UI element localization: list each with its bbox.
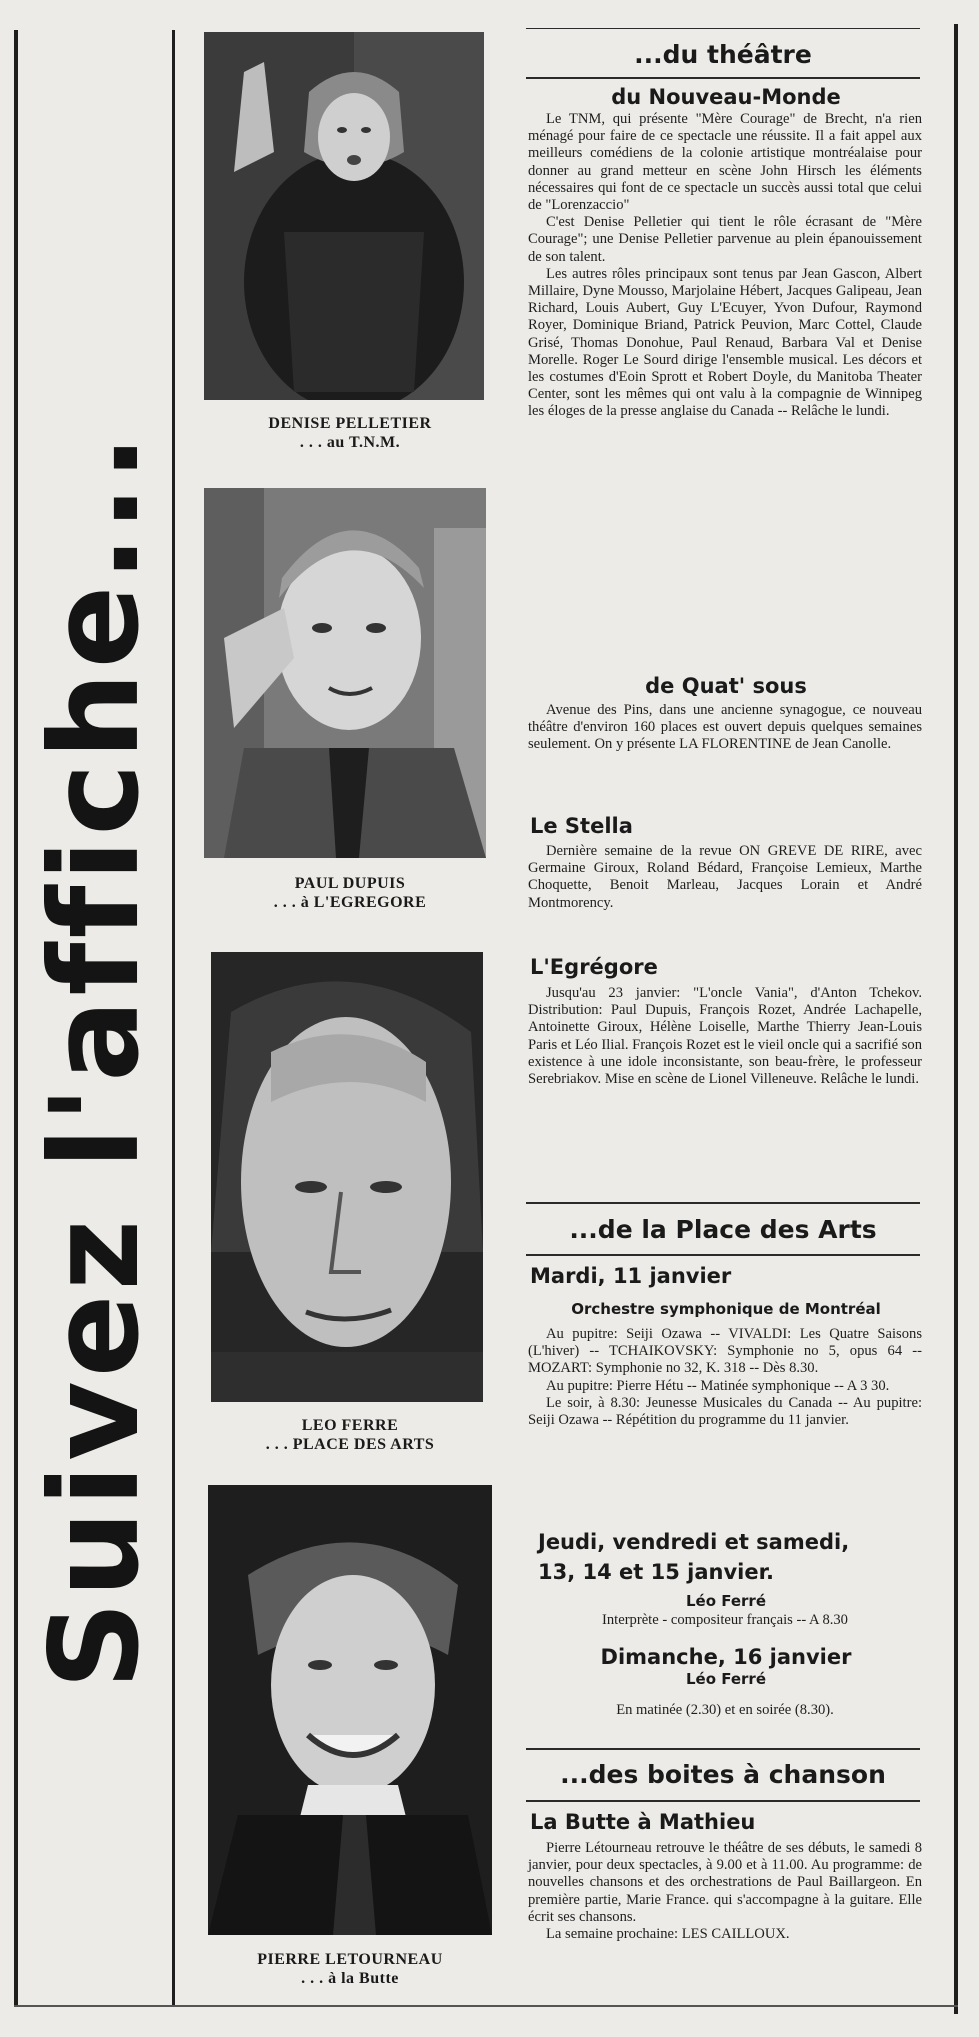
article-egregore — [528, 985, 922, 1088]
article-jeudi — [528, 1612, 922, 1629]
paragraph: Avenue des Pins, dans une ancienne synagogue, ce nouveau théâtre d'environ 160 places est ouvert depuis quelques semaines seulement. On y présente LA FLORENTINE de Jean Canolle. — [528, 702, 922, 753]
caption-name: LEO FERRE — [301, 1417, 399, 1434]
paragraph: Dernière semaine de la revue ON GREVE DE RIRE, avec Germaine Giroux, Roland Bédard, Françoise Lemieux, Marthe Choquette, Benoit Marleau, Jacques Lorain et André Montmorency. — [528, 843, 922, 911]
paragraph: Interprète - compositeur français -- A 8.30 — [602, 1612, 848, 1628]
bottom-border-rule — [14, 2005, 958, 2007]
article-dimanche — [528, 1702, 922, 1719]
caption-place: . . . à L'EGREGORE — [273, 894, 427, 911]
caption-name: PAUL DUPUIS — [294, 875, 406, 892]
caption-leo-ferre — [200, 1416, 500, 1454]
caption-place: . . . au T.N.M. — [299, 434, 401, 451]
paragraph: Au pupitre: Pierre Hétu -- Matinée symphonique -- A 3 30. — [546, 1377, 890, 1394]
article-quatsous — [528, 702, 922, 754]
banner-divider-rule — [172, 30, 175, 2005]
caption-denise-pelletier — [200, 414, 500, 452]
ensemble-name: Orchestre symphonique de Montréal — [571, 1300, 881, 1318]
right-border-rule — [954, 24, 958, 2014]
article-tnm — [528, 111, 922, 421]
artist-name: Léo Ferré — [685, 1670, 767, 1688]
caption-paul-dupuis — [200, 874, 500, 912]
paragraph: Pierre Létourneau retrouve le théâtre de ses débuts, le samedi 8 janvier, pour deux spectacles, à 9.00 et à 11.00. Au programme: de nouvelles chansons et des orchestrations de Paul Baillargeon. En première partie, Marie France. qui s'accompagne à la guitare. Elle écrit ses chansons. — [528, 1840, 922, 1925]
subheading-stella: Le Stella — [530, 814, 633, 838]
article-butte — [528, 1840, 922, 1943]
photo-pierre-letourneau — [208, 1485, 492, 1935]
subheading-tnm: du Nouveau-Monde — [611, 85, 841, 109]
subheading-butte: La Butte à Mathieu — [530, 1810, 756, 1834]
date-jeudi-line1: Jeudi, vendredi et samedi, — [538, 1530, 850, 1554]
caption-name: DENISE PELLETIER — [268, 415, 432, 432]
banner-title: Suivez l'affiche... — [24, 430, 166, 1690]
caption-pierre-letourneau — [200, 1950, 500, 1988]
subheading-quatsous: de Quat' sous — [645, 674, 807, 698]
paragraph: Jusqu'au 23 janvier: "L'oncle Vania", d'Anton Tchekov. Distribution: Paul Dupuis, François Rozet, Andrée Lachapelle, Antoinette Giroux, Hélène Loiselle, Marthe Thierry Jean-Louis Paris et Léo Ilial. François Rozet est le vieil oncle qui a sacrifié son existence à une idole inconsistante, son beau-frère, le professeur Serebriakov. Mise en scène de Lionel Villeneuve. Relâche le lundi. — [528, 985, 922, 1088]
left-border-rule — [14, 30, 18, 2005]
section-heading-boites: ...des boites à chanson — [560, 1760, 886, 1789]
divider — [526, 1202, 920, 1204]
paragraph: Le soir, à 8.30: Jeunesse Musicales du Canada -- Au pupitre: Seiji Ozawa -- Répétition du programme du 11 janvier. — [528, 1394, 922, 1429]
subheading-egregore: L'Egrégore — [530, 955, 658, 979]
paragraph: Le TNM, qui présente "Mère Courage" de Brecht, n'a rien ménagé pour faire de ce spectacle une réussite. Il a fait appel aux meilleurs comédiens de la colonie artistique montréalaise pour donner au grand metteur en scène John Hirsch les éléments nécessaires qui font de ce spectacle un succès aussi total que celui de "Lorenzaccio" — [528, 111, 922, 214]
paragraph: La semaine prochaine: LES CAILLOUX. — [546, 1926, 790, 1943]
paragraph: C'est Denise Pelletier qui tient le rôle écrasant de "Mère Courage"; une Denise Pelletier parvenue au plein épanouissement de son talent. — [528, 214, 922, 265]
caption-place: . . . PLACE DES ARTS — [265, 1436, 435, 1453]
photo-leo-ferre — [211, 952, 483, 1402]
artist-name: Léo Ferré — [685, 1592, 767, 1610]
divider — [526, 1800, 920, 1802]
caption-place: . . . à la Butte — [301, 1970, 399, 1987]
date-mardi: Mardi, 11 janvier — [530, 1264, 732, 1288]
section-heading-theatre: ...du théâtre — [634, 40, 812, 69]
date-dimanche: Dimanche, 16 janvier — [600, 1645, 852, 1669]
date-jeudi-line2: 13, 14 et 15 janvier. — [538, 1560, 774, 1584]
section-heading-place-des-arts: ...de la Place des Arts — [569, 1215, 877, 1244]
divider — [526, 77, 920, 79]
article-mardi — [528, 1326, 922, 1429]
photo-denise-pelletier — [204, 32, 484, 400]
divider — [526, 1254, 920, 1256]
paragraph: En matinée (2.30) et en soirée (8.30). — [616, 1702, 834, 1718]
paragraph: Au pupitre: Seiji Ozawa -- VIVALDI: Les Quatre Saisons (L'hiver) -- TCHAIKOVSKY: Symphonie no 5, opus 64 -- MOZART: Symphonie no 32, K. 318 -- Dès 8.30. — [528, 1326, 922, 1377]
caption-name: PIERRE LETOURNEAU — [257, 1951, 443, 1968]
divider — [526, 28, 920, 29]
photo-paul-dupuis — [204, 488, 486, 858]
article-stella — [528, 843, 922, 912]
divider — [526, 1748, 920, 1750]
paragraph: Les autres rôles principaux sont tenus par Jean Gascon, Albert Millaire, Dyne Mousso, Marjolaine Hébert, Jacques Galipeau, Jean Richard, Louis Aubert, Guy L'Ecuyer, Yvon Dufour, Raymond Royer, Dominique Briand, Patrick Peuvion, Marc Cottel, Claude Grisé, Thomas Donohue, Paul Renaud, Barbara Val et Denise Morelle. Roger Le Sourd dirige l'ensemble musical. Les décors et les costumes d'Eoin Sprott et Robert Doyle, du Manitoba Theater Center, sont les mêmes qui ont valu à la compagnie de Winnipeg les éloges de la presse anglaise du Canada -- Relâche le lundi. — [528, 265, 922, 420]
